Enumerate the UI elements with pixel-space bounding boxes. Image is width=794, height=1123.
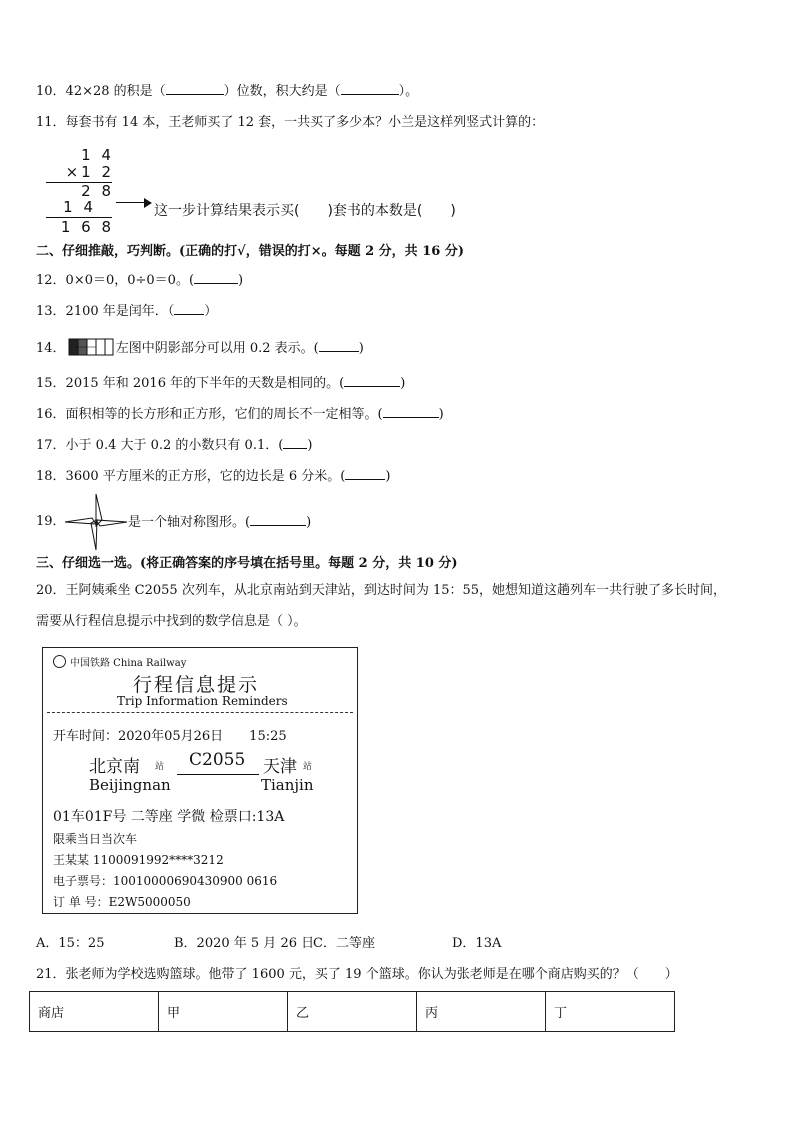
trip-info-ticket [42,647,358,914]
q12-end: ) [238,273,244,288]
q10-end: ）。 [398,84,419,99]
ticket-seat: 01车01F号 二等座 学微 检票口:13A [53,809,285,825]
section-3-heading: 三、仔细选一选。(将正确答案的序号填在括号里。每题 2 分，共 10 分) [36,556,458,571]
q18-end: ) [385,469,391,484]
ticket-title-en: Trip Information Reminders [117,694,288,708]
ticket-passenger: 王某某 1100091992****3212 [53,853,224,867]
q11-text: 11．每套书有 14 本，王老师买了 12 套，一共买了多少本？小兰是这样列竖式计算的： [36,115,545,130]
question-10 [36,82,418,101]
ticket-order: 订 单 号：E2W5000050 [53,895,191,909]
question-19 [36,513,66,531]
shop-table [29,991,675,1032]
q16-text: 16．面积相等的长方形和正方形，它们的周长不一定相等。( [36,407,383,422]
option-d[interactable]: D．13A [452,936,502,951]
train-underline [177,774,259,775]
pinwheel-figure [63,492,129,552]
calc-row-5: 1 6 8 [60,218,114,236]
q10-mid: ）位数，积大约是（ [223,84,341,99]
vertical-multiplication [44,146,514,236]
q18-text: 18．3600 平方厘米的正方形，它的边长是 6 分米。( [36,469,346,484]
answer-blank[interactable] [341,82,399,95]
ticket-to-suffix: 站 [303,762,313,772]
ticket-brand: 中国铁路 China Railway [70,658,187,669]
option-a[interactable]: A．15：25 [36,936,105,951]
section-2-heading: 二、仔细推敲，巧判断。(正确的打√，错误的打×。每题 2 分，共 16 分) [36,244,464,259]
question-12 [36,271,243,290]
table-row [30,992,675,1032]
q19-num: 19． [36,514,66,529]
ticket-from-cn: 北京南 [89,757,140,777]
question-20-line-1: 20．王阿姨乘坐 C2055 次列车，从北京南站到天津站，到达时间为 15：55，她想知道这趟列车一共行驶了多长时间， [36,583,727,598]
question-18 [36,467,390,486]
table-cell: 丙 [417,992,546,1032]
table-cell: 丁 [546,992,675,1032]
answer-blank[interactable] [283,436,307,449]
ticket-limit: 限乘当日当次车 [53,832,138,846]
question-17 [36,436,312,455]
table-cell: 商店 [30,992,159,1032]
question-20-line-2: 需要从行程信息提示中找到的数学信息是（ ）。 [36,614,307,629]
q14-end: ) [358,341,364,356]
q13-end: ） [204,304,218,319]
calc-row-2: ×1 2 [65,163,114,181]
answer-blank[interactable] [250,513,306,526]
ticket-from-en: Beijingnan [89,776,171,794]
calc-note: 这一步计算结果表示买( )套书的本数是( ) [154,203,456,219]
ticket-depart-time: 开车时间：2020年05月26日 15:25 [53,729,287,744]
ticket-to-en: Tianjin [261,776,314,794]
table-cell: 甲 [159,992,288,1032]
ticket-title-cn: 行程信息提示 [133,674,260,696]
option-c[interactable]: C．二等座 [313,936,375,951]
question-13 [36,302,217,321]
question-16 [36,405,444,424]
railway-logo-icon [53,655,66,668]
q16-end: ) [438,407,444,422]
question-21: 21．张老师为学校选购篮球。他带了 1600 元，买了 19 个篮球。你认为张老师是在哪个商店购买的？（ ） [36,967,678,982]
answer-blank[interactable] [345,467,385,480]
dashed-divider [47,712,353,713]
calc-row-3: 2 8 [81,182,114,200]
q10-text: 10．42×28 的积是（ [36,84,166,99]
question-11 [36,114,544,132]
q13-text: 13．2100 年是闰年．（ [36,304,175,319]
q12-text: 12．0×0＝0，0÷0＝0。( [36,273,195,288]
ticket-to-cn: 天津 [263,757,297,777]
arrow-right-icon [144,198,152,208]
q19-text: 是一个轴对称图形。( [128,515,251,530]
ticket-eticket: 电子票号：10010000690430900 0616 [53,874,278,888]
ticket-from-suffix: 站 [155,762,165,772]
answer-blank[interactable] [174,302,204,315]
q14-num: 14． [36,341,66,356]
calc-row-4: 1 4 [63,198,96,216]
q15-end: ) [400,376,406,391]
answer-blank[interactable] [194,271,238,284]
q17-end: ) [307,438,313,453]
answer-blank[interactable] [166,82,224,95]
option-b[interactable]: B．2020 年 5 月 26 日 [174,936,315,951]
answer-blank[interactable] [344,374,400,387]
shaded-grid-figure [68,338,114,356]
question-15 [36,374,405,393]
q15-text: 15．2015 年和 2016 年的下半年的天数是相同的。( [36,376,345,391]
answer-blank[interactable] [383,405,439,418]
table-cell: 乙 [288,992,417,1032]
question-14 [36,338,364,358]
q14-text: 左图中阴影部分可以用 0.2 表示。( [115,341,319,356]
q17-text: 17．小于 0.4 大于 0.2 的小数只有 0.1．( [36,438,284,453]
answer-blank[interactable] [319,339,359,352]
q19-end: ) [306,515,312,530]
calc-row-1: 1 4 [81,146,114,164]
ticket-train-number: C2055 [189,750,246,770]
question-19-text [128,513,311,532]
